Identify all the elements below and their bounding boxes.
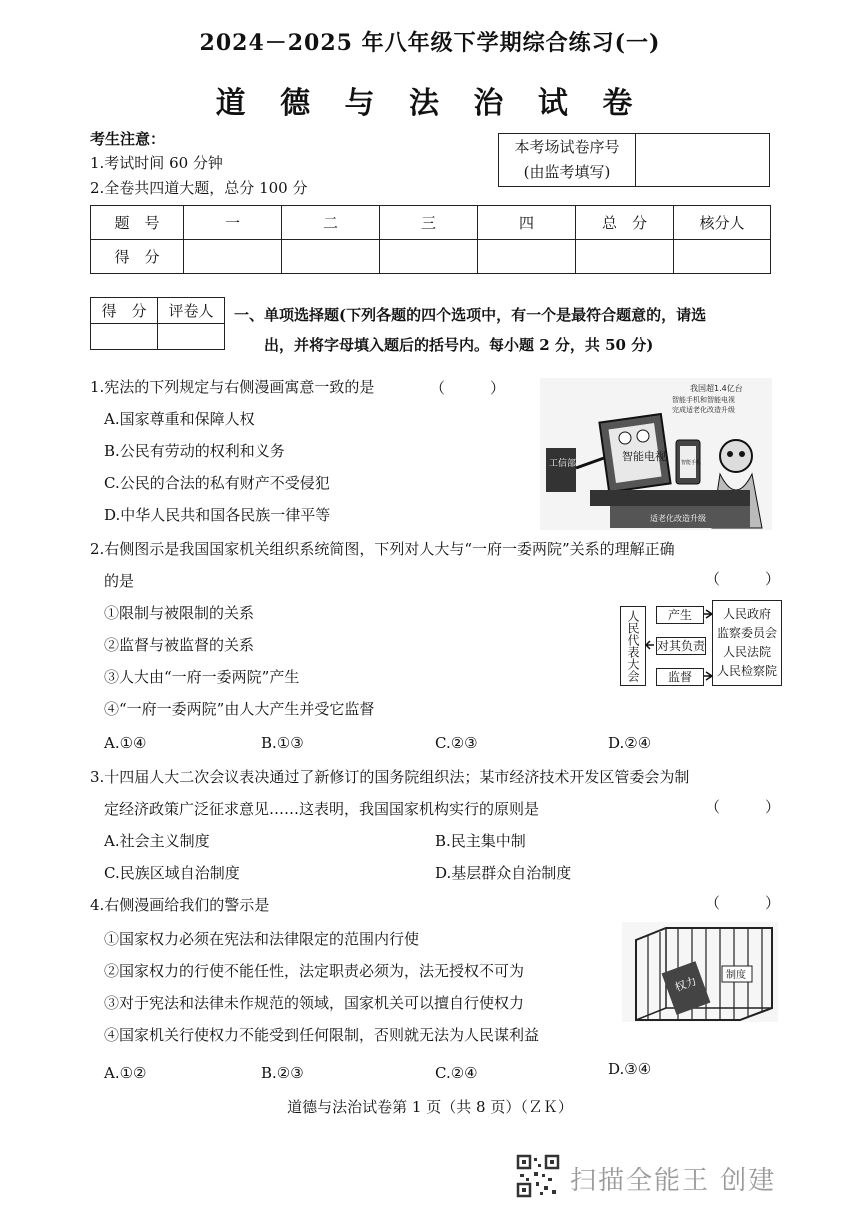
q2-diagram-arrow-produce: 产生 [656,606,704,624]
grader-score-label: 得 分 [91,298,158,324]
q2-diagram-organ: 人民检察院 [716,664,777,678]
q2-diagram-npc: 人民代表大会 [620,606,646,686]
q1-cartoon-agency: 工信部 [549,459,577,469]
q4-stem: 4.右侧漫画给我们的警示是 [90,896,270,914]
q1-cartoon-caption: 我国超1.4亿台 [690,384,743,393]
q4-cage-drawing [622,922,778,1022]
q4-item: ③对于宪法和法律未作规范的领域，国家机关可以擅自行使权力 [104,994,525,1012]
score-cell[interactable] [282,240,380,274]
score-header: 总 分 [576,206,674,240]
score-header: 三 [380,206,478,240]
section-1-line: 出，并将字母填入题后的括号内。每小题 2 分，共 50 分) [264,336,654,354]
grader-name-label: 评卷人 [158,298,225,324]
notice-item: 2.全卷共四道大题，总分 100 分 [90,179,308,197]
q1-stem: 1.宪法的下列规定与右侧漫画寓意一致的是 [90,378,375,396]
q1-cartoon-tv: 智能电视 [622,450,666,463]
q2-answer-paren[interactable]: （ ） [705,570,781,588]
q2-diagram-arrow-responsible: 对其负责 [657,639,706,653]
q2-diagram [620,600,785,692]
q1-cartoon-caption: 智能手机和智能电视 [672,396,735,404]
q1-option-b: B.公民有劳动的权利和义务 [104,442,285,460]
score-header: 核分人 [674,206,771,240]
seat-number-box [498,133,770,187]
q2-diagram-arrows [644,600,714,692]
q4-option-c: C.②④ [435,1064,478,1082]
q1-option-c: C.公民的合法的私有财产不受侵犯 [104,474,330,492]
score-table [90,205,771,274]
q4-item: ①国家权力必须在宪法和法律限定的范围内行使 [104,930,420,948]
q4-cage-system: 制度 [726,970,746,981]
q2-option-d: D.②④ [608,734,652,752]
q1-cartoon [540,378,772,530]
section-1-line: 一、单项选择题(下列各题的四个选项中，有一个是最符合题意的，请选 [234,306,707,324]
q1-cartoon-drawing [540,378,772,530]
seat-label-line1: 本考场试卷序号 [514,138,620,156]
seat-number-field[interactable] [636,134,769,186]
q2-diagram-organ: 人民政府 [722,607,771,621]
section-1-heading [234,300,794,360]
q2-diagram-organ: 监察委员会 [716,626,777,640]
score-header: 题 号 [91,206,184,240]
score-header: 四 [478,206,576,240]
q3-option-c: C.民族区域自治制度 [104,864,240,882]
exam-series-title: 2024－2025 年八年级下学期综合练习(一) [199,30,661,56]
q1-option-a: A.国家尊重和保障人权 [104,410,255,428]
score-cell[interactable] [380,240,478,274]
q4-item: ②国家权力的行使不能任性，法定职责必须为，法无授权不可为 [104,962,525,980]
q4-cage-power: 权力 [673,974,699,995]
score-cell[interactable] [184,240,282,274]
grader-table [90,297,225,350]
q2-diagram-state-organs [712,600,782,686]
q4-option-a: A.①② [104,1064,147,1082]
q3-option-d: D.基层群众自治制度 [435,864,572,882]
seat-number-label [499,134,636,186]
q3-option-a: A.社会主义制度 [104,832,210,850]
q2-option-b: B.①③ [261,734,304,752]
q2-diagram-organ: 人民法院 [722,645,771,659]
page-footer: 道德与法治试卷第 1 页（共 8 页）（ＺＫ） [287,1098,573,1116]
seat-label-line2: (由监考填写) [523,163,611,181]
exam-subject-title: 道 德 与 法 治 试 卷 [215,86,645,121]
q2-stem: 2.右侧图示是我国国家机关组织系统简图，下列对人大与“一府一委两院”关系的理解正确 [90,540,675,558]
q2-stem-cont: 的是 [104,572,135,590]
q4-option-b: B.②③ [261,1064,304,1082]
q2-item: ②监督与被监督的关系 [104,636,255,654]
q2-item: ③人大由“一府一委两院”产生 [104,668,300,686]
q4-item: ④国家机关行使权力不能受到任何限制，否则就无法为人民谋利益 [104,1026,540,1044]
q1-cartoon-phone: 智能手机 [681,460,702,466]
notice-heading: 考生注意： [90,130,166,148]
q4-cage-cartoon [622,922,778,1022]
q4-option-d: D.③④ [608,1060,652,1078]
q3-stem-cont: 定经济政策广泛征求意见……这表明，我国国家机构实行的原则是 [104,800,540,818]
q2-item: ④“一府一委两院”由人大产生并受它监督 [104,700,375,718]
q1-answer-paren[interactable]: （ ） [430,379,506,397]
q2-option-a: A.①④ [104,734,147,752]
q3-answer-paren[interactable]: （ ） [705,798,781,816]
q1-option-d: D.中华人民共和国各民族一律平等 [104,506,331,524]
score-header: 二 [282,206,380,240]
q2-diagram-arrow-supervise: 监督 [656,668,704,686]
q4-answer-paren[interactable]: （ ） [705,894,781,912]
q3-stem: 3.十四届人大二次会议表决通过了新修订的国务院组织法；某市经济技术开发区管委会为制 [90,768,690,786]
scanner-watermark: 扫描全能王 创建 [570,1166,777,1196]
score-cell[interactable] [674,240,771,274]
q2-item: ①限制与被限制的关系 [104,604,255,622]
qr-code-icon [516,1154,560,1198]
notice-item: 1.考试时间 60 分钟 [90,154,223,172]
score-row-label: 得 分 [91,240,184,274]
q2-option-c: C.②③ [435,734,478,752]
score-cell[interactable] [576,240,674,274]
q1-cartoon-base: 适老化改造升级 [650,514,706,523]
q1-cartoon-caption: 完成适老化改造升级 [672,406,735,414]
q3-option-b: B.民主集中制 [435,832,526,850]
score-cell[interactable] [478,240,576,274]
grader-score-cell[interactable] [91,324,158,350]
grader-name-cell[interactable] [158,324,225,350]
score-header: 一 [184,206,282,240]
